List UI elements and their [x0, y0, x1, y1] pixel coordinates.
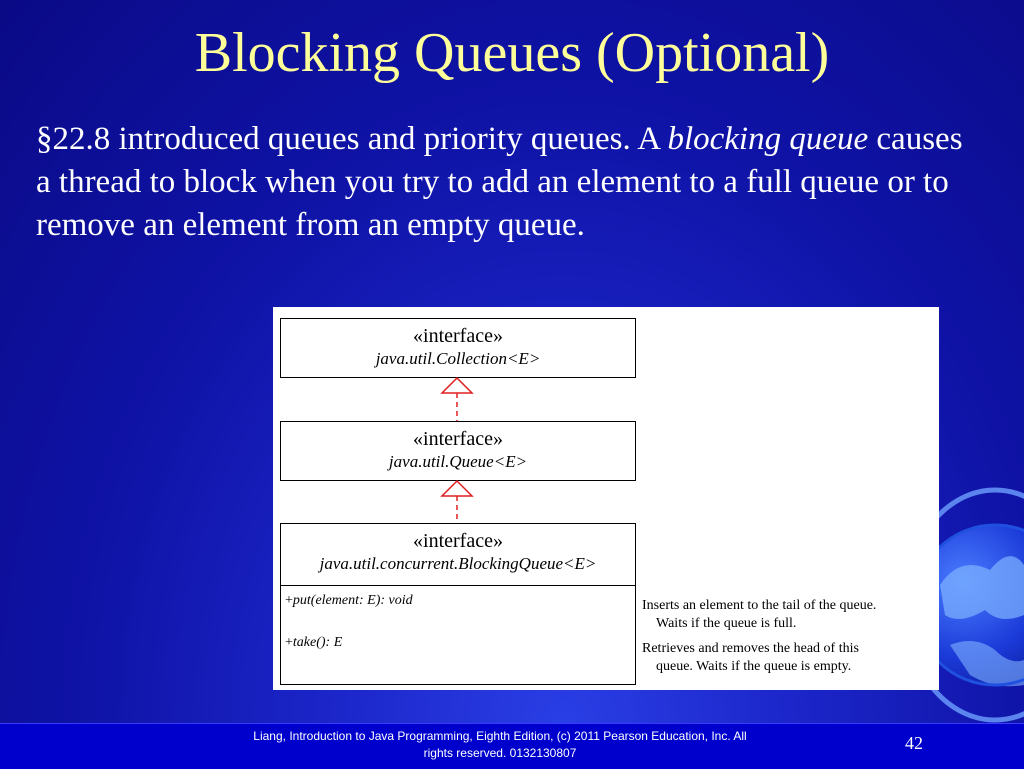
footer-line: rights reserved. 0132130807 — [423, 746, 577, 760]
description-line: queue. Waits if the queue is empty. — [656, 659, 852, 674]
interface-name: java.util.Collection<E> — [375, 349, 541, 368]
body-text-part2: causes a thread to block when you try to add an element to a full queue or to remove an element from an empty queue. — [36, 121, 963, 243]
interface-name: java.util.Queue<E> — [388, 452, 528, 471]
arrow-blockingqueue-to-queue — [442, 481, 472, 523]
stereotype-label: «interface» — [413, 325, 503, 347]
page-number: 42 — [905, 733, 923, 753]
method-prefix: + — [285, 593, 293, 608]
description-line: Inserts an element to the tail of the queue. — [642, 598, 877, 613]
slide-title: Blocking Queues (Optional) — [194, 22, 830, 84]
description-line: Retrieves and removes the head of this — [642, 641, 859, 656]
method-signature: put(element: E): void — [292, 593, 413, 608]
body-text-part1: §22.8 introduced queues and priority queues. A — [36, 121, 668, 157]
stereotype-label: «interface» — [413, 530, 503, 552]
method-prefix: + — [285, 635, 293, 650]
body-text-emphasis: blocking queue — [667, 121, 869, 157]
arrow-queue-to-collection — [442, 378, 472, 421]
method-signature: take(): E — [292, 635, 343, 650]
stereotype-label: «interface» — [413, 428, 503, 450]
interface-name: java.util.concurrent.BlockingQueue<E> — [319, 554, 597, 573]
description-line: Waits if the queue is full. — [656, 616, 797, 631]
footer-copyright — [180, 728, 820, 762]
footer-line: Liang, Introduction to Java Programming, Eighth Edition, (c) 2011 Pearson Education, Inc. All — [253, 729, 747, 743]
